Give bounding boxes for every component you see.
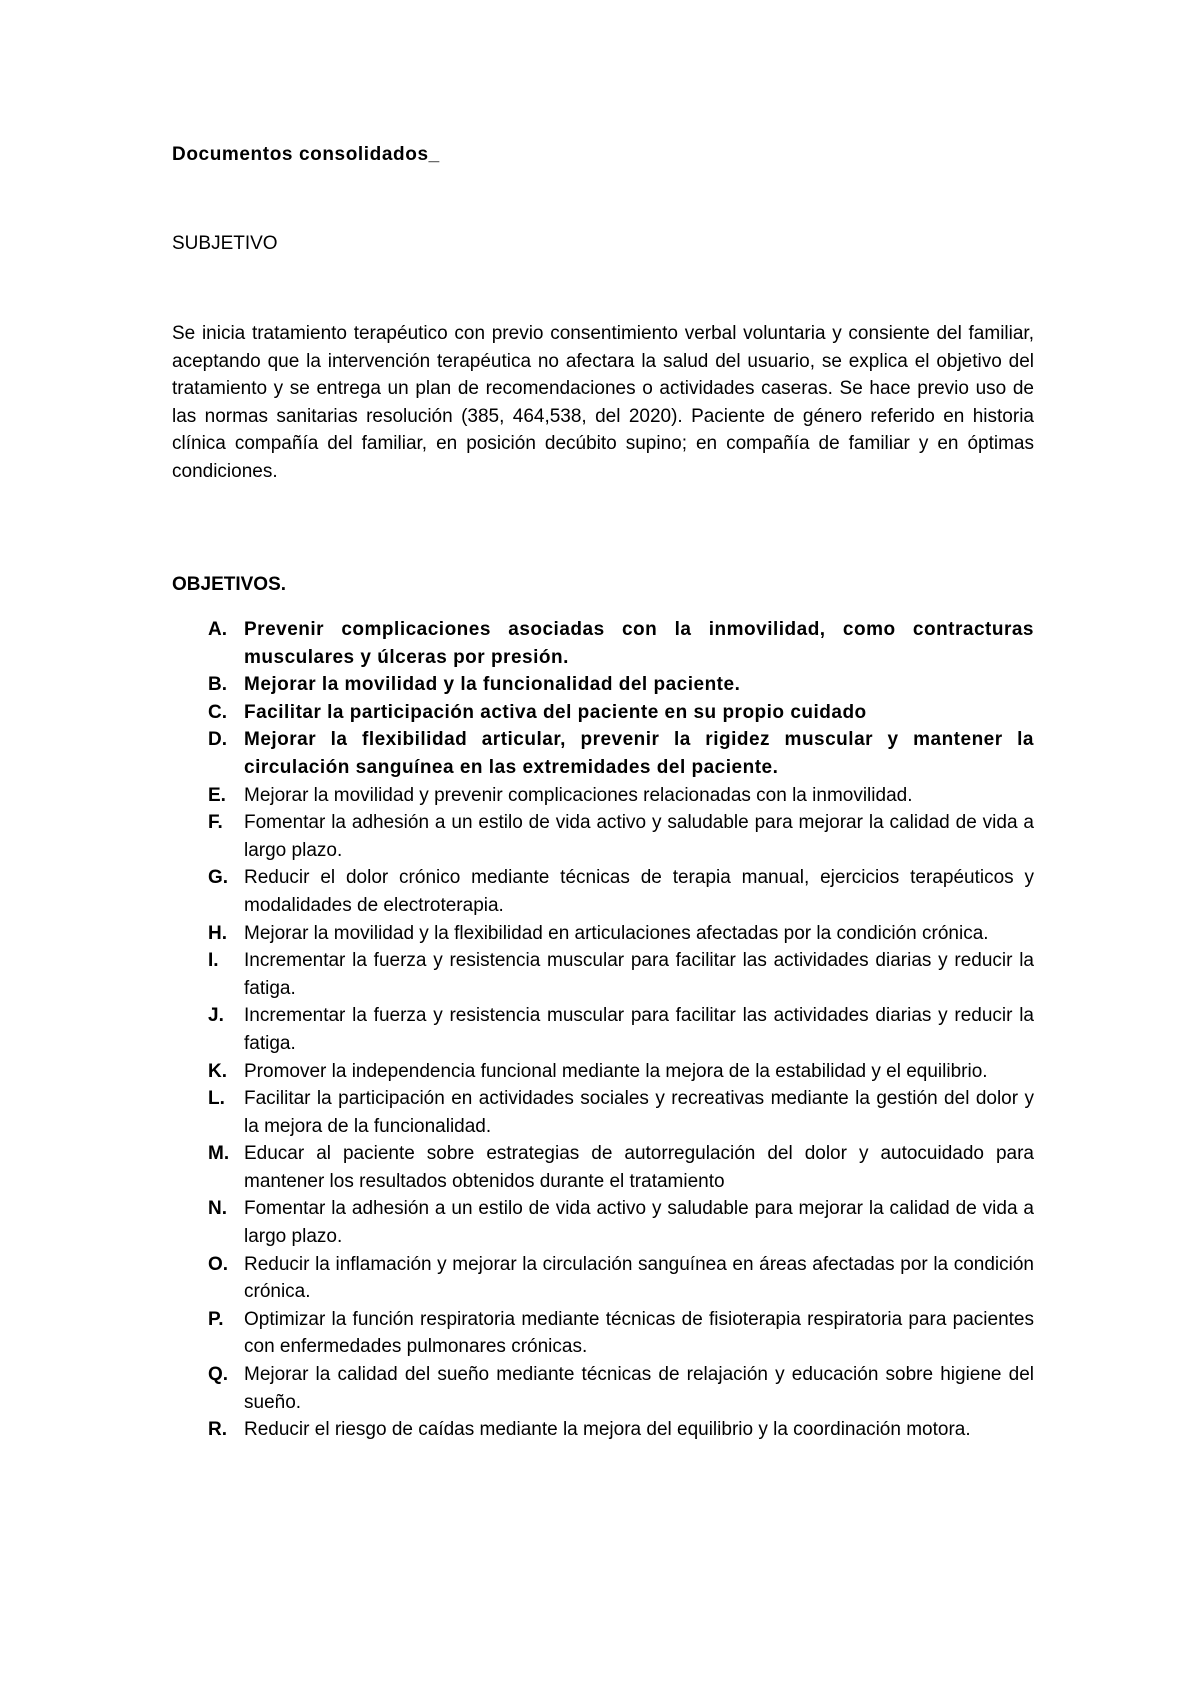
list-item-letter: N. <box>208 1198 227 1220</box>
list-item <box>208 671 1034 699</box>
list-item <box>208 809 1034 864</box>
list-item-text: Mejorar la movilidad y prevenir complicaciones relacionadas con la inmovilidad. <box>244 784 913 806</box>
list-item <box>208 1002 1034 1057</box>
list-item-letter: H. <box>208 922 227 944</box>
list-item <box>208 1251 1034 1306</box>
list-item <box>208 920 1034 948</box>
list-item-text: Prevenir complicaciones asociadas con la inmovilidad, como contracturas musculares y úlceras por presión. <box>244 619 1034 668</box>
list-item-letter: E. <box>208 784 226 806</box>
list-item-text: Mejorar la calidad del sueño mediante técnicas de relajación y educación sobre higiene del sueño. <box>244 1364 1034 1413</box>
list-item-text: Promover la independencia funcional mediante la mejora de la estabilidad y el equilibrio. <box>244 1060 988 1082</box>
list-item-letter: P. <box>208 1308 224 1330</box>
list-item <box>208 947 1034 1002</box>
objetivos-heading: OBJETIVOS. <box>172 574 287 595</box>
list-item-text: Mejorar la movilidad y la funcionalidad del paciente. <box>244 674 741 696</box>
list-item-text: Incrementar la fuerza y resistencia muscular para facilitar las actividades diarias y reducir la fatiga. <box>244 950 1034 999</box>
list-item-letter: D. <box>208 729 227 751</box>
list-item-text: Reducir la inflamación y mejorar la circulación sanguínea en áreas afectadas por la condición crónica. <box>244 1253 1034 1303</box>
list-item-text: Mejorar la movilidad y la flexibilidad en articulaciones afectadas por la condición crónica. <box>244 922 989 944</box>
list-item <box>208 699 1034 727</box>
list-item-letter: C. <box>208 701 227 723</box>
list-item-letter: A. <box>208 619 227 640</box>
list-item-text: Reducir el dolor crónico mediante técnicas de terapia manual, ejercicios terapéuticos y modalidades de electroterapia. <box>244 867 1034 916</box>
list-item-letter: B. <box>208 674 227 696</box>
list-item <box>208 726 1034 781</box>
list-item-letter: L. <box>208 1088 225 1110</box>
list-item-letter: Q. <box>208 1364 229 1386</box>
list-item-letter: J. <box>208 1005 224 1027</box>
list-item-letter: I. <box>208 950 219 972</box>
document-title: Documentos consolidados_ <box>172 144 440 165</box>
list-item-letter: R. <box>208 1419 227 1441</box>
list-item <box>208 1361 1034 1416</box>
list-item-letter: F. <box>208 812 223 834</box>
list-item-text: Fomentar la adhesión a un estilo de vida activo y saludable para mejorar la calidad de vida a largo plazo. <box>244 1198 1034 1248</box>
list-item-text: Mejorar la flexibilidad articular, prevenir la rigidez muscular y mantener la circulación sanguínea en las extremidades del paciente. <box>244 729 1034 778</box>
list-item-text: Facilitar la participación en actividades sociales y recreativas mediante la gestión del dolor y la mejora de la funcionalidad. <box>244 1088 1034 1137</box>
list-item-text: Incrementar la fuerza y resistencia muscular para facilitar las actividades diarias y reducir la fatiga. <box>244 1005 1034 1054</box>
list-item <box>208 1195 1034 1250</box>
list-item-text: Educar al paciente sobre estrategias de autorregulación del dolor y autocuidado para mantener los resultados obtenidos durante el tratamiento <box>244 1143 1034 1192</box>
list-item <box>208 1140 1034 1195</box>
list-item-text: Optimizar la función respiratoria mediante técnicas de fisioterapia respiratoria para pacientes con enfermedades pulmonares crónicas. <box>244 1308 1034 1358</box>
subjetivo-heading: SUBJETIVO <box>172 233 278 254</box>
list-item-letter: O. <box>208 1253 229 1275</box>
list-item <box>208 1306 1034 1361</box>
list-item-text: Facilitar la participación activa del paciente en su propio cuidado <box>244 701 867 723</box>
list-item <box>208 1416 1034 1444</box>
list-item-text: Reducir el riesgo de caídas mediante la mejora del equilibrio y la coordinación motora. <box>244 1419 971 1441</box>
list-item <box>208 782 1034 810</box>
list-item <box>208 1085 1034 1140</box>
objetivos-list <box>208 616 1034 1444</box>
list-item-text: Fomentar la adhesión a un estilo de vida activo y saludable para mejorar la calidad de vida a largo plazo. <box>244 812 1034 861</box>
list-item <box>208 1058 1034 1086</box>
list-item-letter: M. <box>208 1143 230 1165</box>
subjetivo-paragraph: Se inicia tratamiento terapéutico con previo consentimiento verbal voluntaria y consiente del familiar, aceptando que la intervención terapéutica no afectara la salud del usuario, se explica el objetivo del tratamiento y se entrega un plan de recomendaciones o actividades caseras. Se hace previo uso de las normas sanitarias resolución (385, 464,538, del 2020). Paciente de género referido en historia clínica compañía del familiar, en posición decúbito supino; en compañía de familiar y en óptimas condiciones. <box>172 323 1034 482</box>
list-item-letter: K. <box>208 1060 227 1082</box>
list-item <box>208 864 1034 919</box>
list-item <box>208 616 1034 671</box>
list-item-letter: G. <box>208 867 229 889</box>
